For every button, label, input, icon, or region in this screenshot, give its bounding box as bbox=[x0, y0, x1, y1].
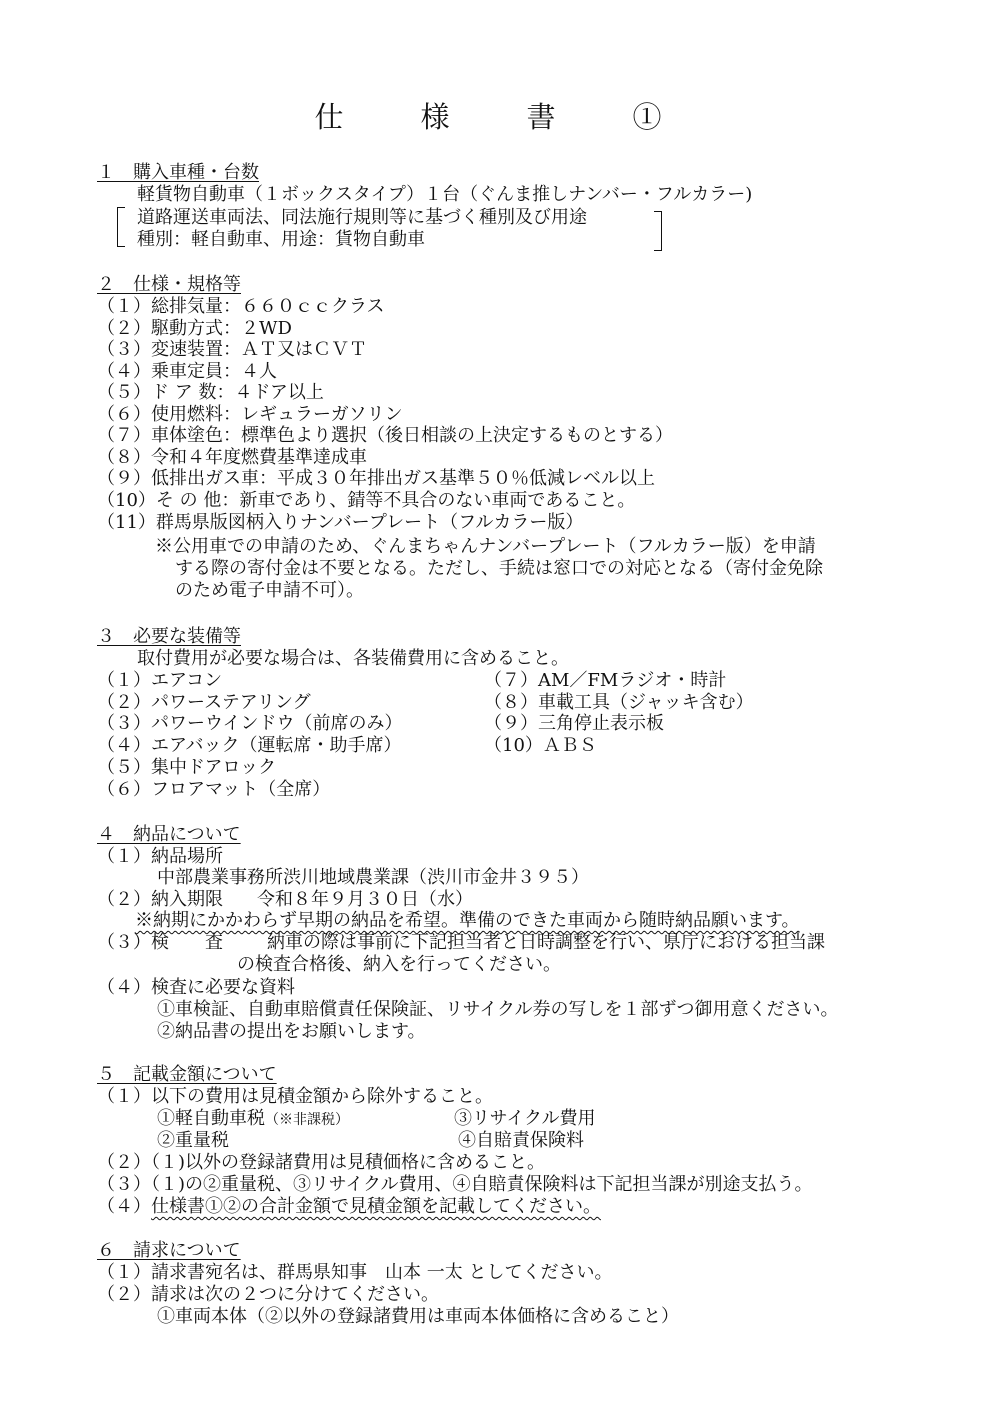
excluded-cost-2: ②重量税 bbox=[157, 1130, 229, 1151]
plate-note-line: ※公用車での申請のため、ぐんまちゃんナンバープレート（フルカラー版）を申請 bbox=[155, 536, 816, 557]
note-line-2: 種別：軽自動車、用途：貨物自動車 bbox=[137, 229, 425, 250]
spec-item: （６）使用燃料：レギュラーガソリン bbox=[97, 404, 403, 425]
note-bracket-left bbox=[117, 207, 125, 247]
delivery-deadline-label: （２）納入期限 bbox=[97, 889, 223, 910]
plate-note-line: のため電子申請不可）。 bbox=[175, 580, 364, 601]
billing-item-1: （１）請求書宛名は、群馬県知事 山本 一太 としてください。 bbox=[97, 1262, 613, 1283]
non-taxable-note: （※非課税） bbox=[265, 1112, 349, 1128]
spec-item: （１）総排気量：６６０ｃｃクラス bbox=[97, 296, 385, 317]
section-5-heading: ５ 記載金額について bbox=[97, 1064, 277, 1085]
section-2-heading: ２ 仕様・規格等 bbox=[97, 274, 241, 295]
amount-item-3: （３）（１)の②重量税、③リサイクル費用、④自賠責保険料は下記担当課が別途支払う。 bbox=[97, 1174, 813, 1195]
vehicle-type-line: 軽貨物自動車（１ボックスタイプ）１台（ぐんま推しナンバー・フルカラー) bbox=[137, 184, 753, 205]
inspection-line-2: の検査合格後、納入を行ってください。 bbox=[237, 954, 561, 975]
spec-item: （８）令和４年度燃費基準達成車 bbox=[97, 447, 367, 468]
equipment-item: （４）エアバック（運転席・助手席） bbox=[97, 735, 402, 756]
section-3-heading: ３ 必要な装備等 bbox=[97, 626, 241, 647]
equipment-item: （１）エアコン bbox=[97, 670, 223, 691]
required-docs-label: （４）検査に必要な資料 bbox=[97, 977, 295, 998]
equipment-item: （５）集中ドアロック bbox=[97, 757, 277, 778]
spec-item: （７）車体塗色：標準色より選択（後日相談の上決定するものとする） bbox=[97, 425, 673, 446]
deadline-note: ※納期にかかわらず早期の納品を希望。準備のできた車両から随時納品願います。 bbox=[135, 910, 800, 931]
equipment-item: （７）AM／FMラジオ・時計 bbox=[484, 670, 727, 691]
delivery-place-label: （１）納品場所 bbox=[97, 846, 223, 867]
required-docs-line-1: ①車検証、自動車賠償責任保険証、リサイクル券の写しを１部ずつ御用意ください。 bbox=[157, 999, 839, 1020]
billing-sub-1: ①車両本体（②以外の登録諸費用は車両本体価格に含めること） bbox=[157, 1306, 679, 1327]
section-1-heading: １ 購入車種・台数 bbox=[97, 162, 259, 183]
equipment-item: （９）三角停止表示板 bbox=[484, 713, 664, 734]
section-6-heading: ６ 請求について bbox=[97, 1240, 241, 1261]
excluded-cost-4: ④自賠責保険料 bbox=[458, 1130, 584, 1151]
excluded-cost-3: ③リサイクル費用 bbox=[454, 1108, 596, 1129]
estimate-instruction: 仕様書①②の合計金額で見積金額を記載してください。 bbox=[151, 1196, 601, 1217]
spec-item: （４）乗車定員：４人 bbox=[97, 361, 277, 382]
equipment-item: （６）フロアマット（全席） bbox=[97, 779, 331, 800]
required-docs-line-2: ②納品書の提出をお願いします。 bbox=[157, 1021, 426, 1042]
billing-item-2: （２）請求は次の２つに分けてください。 bbox=[97, 1284, 439, 1305]
inspection-line-1: 納車の際は事前に下記担当者と日時調整を行い、県庁における担当課 bbox=[267, 932, 825, 953]
amount-item-4: （４）仕様書①②の合計金額で見積金額を記載してください。 bbox=[97, 1196, 601, 1217]
equipment-item: （３）パワーウインドウ（前席のみ） bbox=[97, 713, 403, 734]
delivery-deadline-value: 令和８年９月３０日（水） bbox=[257, 889, 473, 910]
excluded-cost-1: ①軽自動車税（※非課税） bbox=[157, 1108, 349, 1129]
equipment-item: （８）車載工具（ジャッキ含む） bbox=[484, 692, 754, 713]
document-title: 仕 様 書 ① bbox=[314, 100, 686, 134]
plate-note-line: する際の寄付金は不要となる。ただし、手続は窓口での対応となる（寄付金免除 bbox=[175, 558, 823, 579]
note-bracket-right bbox=[654, 211, 662, 251]
spec-item: （５）ド ア 数：４ドア以上 bbox=[97, 382, 324, 403]
spec-item: （10）そ の 他：新車であり、錆等不具合のない車両であること。 bbox=[97, 490, 636, 511]
spec-item: （９）低排出ガス車：平成３０年排出ガス基準５０％低減レベル以上 bbox=[97, 468, 655, 489]
amount-item-1: （１）以下の費用は見積金額から除外すること。 bbox=[97, 1086, 493, 1107]
equipment-item: （２）パワーステアリング bbox=[97, 692, 311, 713]
spec-item: （11）群馬県版図柄入りナンバープレート（フルカラー版） bbox=[97, 512, 584, 533]
spec-item: （３）変速装置：ＡＴ又はＣＶＴ bbox=[97, 339, 367, 360]
delivery-place-value: 中部農業事務所渋川地域農業課（渋川市金井３９５） bbox=[157, 867, 589, 888]
inspection-label: （３）検 査 bbox=[97, 932, 223, 953]
note-line-1: 道路運送車両法、同法施行規則等に基づく種別及び用途 bbox=[137, 207, 587, 228]
amount-item-2: （２）（１)以外の登録諸費用は見積価格に含めること。 bbox=[97, 1152, 546, 1173]
section-4-heading: ４ 納品について bbox=[97, 824, 241, 845]
spec-item: （２）駆動方式：２WD bbox=[97, 318, 292, 339]
equipment-item: （10）ＡＢＳ bbox=[484, 735, 597, 756]
equipment-intro: 取付費用が必要な場合は、各装備費用に含めること。 bbox=[137, 648, 569, 669]
